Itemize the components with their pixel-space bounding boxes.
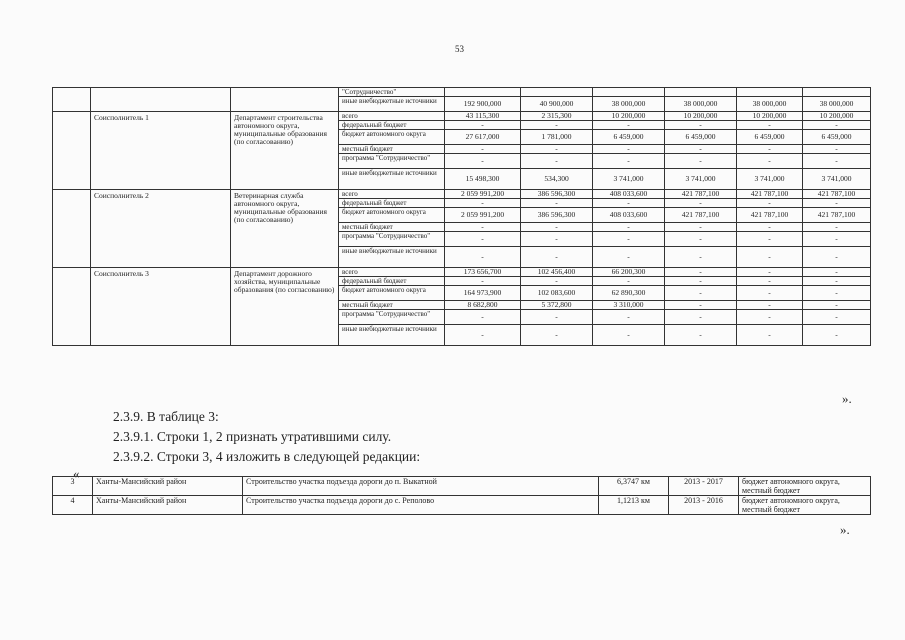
amount-cell: 43 115,300 — [445, 112, 521, 121]
num-cell — [53, 112, 91, 190]
funding-source-cell: программа "Сотрудничество" — [339, 232, 445, 247]
amount-cell: - — [521, 154, 593, 169]
amount-cell: - — [737, 325, 803, 346]
length-cell: 6,3747 км — [599, 477, 669, 496]
amount-cell: 408 033,600 — [593, 190, 665, 199]
source-cell: бюджет автономного округа, местный бюджет — [739, 496, 871, 515]
funding-source-cell: местный бюджет — [339, 145, 445, 154]
amount-cell: - — [445, 325, 521, 346]
organization-cell: Департамент дорожного хозяйства, муниципальные образования (по согласованию) — [231, 268, 339, 346]
amount-cell — [803, 88, 871, 97]
amount-cell: 27 617,000 — [445, 130, 521, 145]
funding-source-cell: всего — [339, 190, 445, 199]
amount-cell: - — [737, 310, 803, 325]
amount-cell: - — [737, 232, 803, 247]
amount-cell: 386 596,300 — [521, 190, 593, 199]
amount-cell: 421 787,100 — [737, 208, 803, 223]
amount-cell: 421 787,100 — [803, 190, 871, 199]
amount-cell: - — [593, 247, 665, 268]
amount-cell: 1 781,000 — [521, 130, 593, 145]
executor-cell: Соисполнитель 2 — [91, 190, 231, 268]
amount-cell: - — [445, 145, 521, 154]
funding-source-cell: иные внебюджетные источники — [339, 247, 445, 268]
amount-cell: - — [803, 199, 871, 208]
amount-cell: - — [665, 121, 737, 130]
amount-cell: 2 315,300 — [521, 112, 593, 121]
district-cell: Ханты-Мансийский район — [93, 496, 243, 515]
amount-cell: 10 200,000 — [803, 112, 871, 121]
amount-cell: - — [803, 121, 871, 130]
funding-source-cell: программа "Сотрудничество" — [339, 154, 445, 169]
funding-source-cell: бюджет автономного округа — [339, 208, 445, 223]
amount-cell: - — [803, 247, 871, 268]
project-cell: Строительство участка подъезда дороги до п. Выкатной — [243, 477, 599, 496]
funding-source-cell: бюджет автономного округа — [339, 130, 445, 145]
paragraph-2-3-9: 2.3.9. В таблице 3: — [113, 409, 219, 424]
amount-cell: - — [521, 145, 593, 154]
amount-cell: - — [737, 154, 803, 169]
amount-cell: 10 200,000 — [737, 112, 803, 121]
funding-source-cell: "Сотрудничество" — [339, 88, 445, 97]
amount-cell: - — [665, 277, 737, 286]
closing-quote: ». — [842, 391, 852, 406]
table-row — [53, 112, 871, 121]
funding-source-cell: всего — [339, 268, 445, 277]
funding-source-cell: федеральный бюджет — [339, 199, 445, 208]
amount-cell: 102 083,600 — [521, 286, 593, 301]
amount-cell: - — [665, 301, 737, 310]
row-number: 4 — [53, 496, 93, 515]
source-cell: бюджет автономного округа, местный бюджет — [739, 477, 871, 496]
length-cell: 1,1213 км — [599, 496, 669, 515]
funding-source-cell: иные внебюджетные источники — [339, 325, 445, 346]
amount-cell: 192 900,000 — [445, 97, 521, 112]
amount-cell: - — [445, 121, 521, 130]
executor-cell: Соисполнитель 3 — [91, 268, 231, 346]
organization-cell: Департамент строительства автономного округа, муниципальные образования (по согласованию) — [231, 112, 339, 190]
amount-cell: 3 741,000 — [803, 169, 871, 190]
amount-cell: - — [737, 301, 803, 310]
amount-cell: 3 741,000 — [665, 169, 737, 190]
amount-cell: 408 033,600 — [593, 208, 665, 223]
amount-cell: 173 656,700 — [445, 268, 521, 277]
num-cell — [53, 268, 91, 346]
amount-cell: 421 787,100 — [803, 208, 871, 223]
num-cell — [53, 88, 91, 112]
amount-cell: - — [593, 154, 665, 169]
amount-cell: 6 459,000 — [665, 130, 737, 145]
amount-cell: 5 372,800 — [521, 301, 593, 310]
amount-cell: 62 890,300 — [593, 286, 665, 301]
amount-cell — [737, 88, 803, 97]
amount-cell: 102 456,400 — [521, 268, 593, 277]
period-cell: 2013 - 2017 — [669, 477, 739, 496]
amount-cell: 6 459,000 — [737, 130, 803, 145]
funding-source-cell: бюджет автономного округа — [339, 286, 445, 301]
amount-cell: 38 000,000 — [665, 97, 737, 112]
amount-cell: - — [665, 154, 737, 169]
amount-cell: 15 498,300 — [445, 169, 521, 190]
funding-source-cell: федеральный бюджет — [339, 277, 445, 286]
amount-cell: - — [521, 325, 593, 346]
amount-cell: 421 787,100 — [737, 190, 803, 199]
paragraph-2-3-9-1: 2.3.9.1. Строки 1, 2 признать утратившими силу. — [113, 429, 392, 444]
amount-cell: - — [445, 223, 521, 232]
amount-cell: 2 059 991,200 — [445, 208, 521, 223]
amount-cell: - — [665, 325, 737, 346]
amount-cell: - — [521, 232, 593, 247]
amount-cell: - — [665, 310, 737, 325]
amount-cell: - — [803, 310, 871, 325]
organization-cell: Ветеринарная служба автономного округа, муниципальные образования (по согласованию) — [231, 190, 339, 268]
amount-cell: - — [593, 199, 665, 208]
funding-source-cell: всего — [339, 112, 445, 121]
finance-table — [52, 87, 871, 346]
amount-cell: - — [803, 232, 871, 247]
amount-cell: - — [521, 310, 593, 325]
amount-cell: - — [521, 247, 593, 268]
funding-source-cell: иные внебюджетные источники — [339, 169, 445, 190]
amount-cell: - — [445, 247, 521, 268]
amount-cell: 3 741,000 — [737, 169, 803, 190]
amount-cell: - — [593, 232, 665, 247]
amount-cell: - — [593, 310, 665, 325]
amount-cell: - — [445, 154, 521, 169]
amount-cell: - — [665, 247, 737, 268]
funding-source-cell: иные внебюджетные источники — [339, 97, 445, 112]
amount-cell — [445, 88, 521, 97]
project-cell: Строительство участка подъезда дороги до с. Реполово — [243, 496, 599, 515]
amount-cell: 421 787,100 — [665, 208, 737, 223]
amount-cell — [593, 88, 665, 97]
amount-cell: 534,300 — [521, 169, 593, 190]
amount-cell: 3 741,000 — [593, 169, 665, 190]
amount-cell: 6 459,000 — [593, 130, 665, 145]
amount-cell: 3 310,000 — [593, 301, 665, 310]
amount-cell: - — [737, 268, 803, 277]
amount-cell: - — [521, 223, 593, 232]
amount-cell: 38 000,000 — [737, 97, 803, 112]
roads-table — [52, 476, 871, 515]
amount-cell: - — [665, 145, 737, 154]
amount-cell: 10 200,000 — [665, 112, 737, 121]
amount-cell — [665, 88, 737, 97]
executor-cell — [91, 88, 231, 112]
funding-source-cell: местный бюджет — [339, 301, 445, 310]
row-number: 3 — [53, 477, 93, 496]
amount-cell: 10 200,000 — [593, 112, 665, 121]
amount-cell: - — [803, 145, 871, 154]
amount-cell: - — [737, 247, 803, 268]
amount-cell: - — [445, 199, 521, 208]
paragraph-2-3-9-2: 2.3.9.2. Строки 3, 4 изложить в следующей редакции: — [113, 449, 421, 464]
amount-cell: - — [803, 268, 871, 277]
amount-cell: - — [803, 223, 871, 232]
funding-source-cell: местный бюджет — [339, 223, 445, 232]
organization-cell — [231, 88, 339, 112]
funding-source-cell: программа "Сотрудничество" — [339, 310, 445, 325]
amount-cell: - — [593, 277, 665, 286]
amount-cell: - — [445, 232, 521, 247]
amount-cell: - — [737, 145, 803, 154]
amount-cell: - — [665, 268, 737, 277]
amount-cell: - — [803, 154, 871, 169]
period-cell: 2013 - 2016 — [669, 496, 739, 515]
amount-cell: - — [803, 286, 871, 301]
page-number: 53 — [455, 44, 464, 54]
closing-quote-2: ». — [840, 522, 850, 537]
amount-cell: - — [665, 223, 737, 232]
amount-cell — [521, 88, 593, 97]
opening-quote: « — [73, 466, 80, 481]
amount-cell: - — [445, 277, 521, 286]
table-row — [53, 88, 871, 97]
table-row — [53, 190, 871, 199]
amount-cell: - — [521, 277, 593, 286]
amount-cell: - — [665, 199, 737, 208]
amount-cell: - — [737, 223, 803, 232]
amount-cell: 38 000,000 — [593, 97, 665, 112]
amount-cell: 2 059 991,200 — [445, 190, 521, 199]
amount-cell: - — [593, 121, 665, 130]
table-row — [53, 477, 871, 496]
amount-cell: 386 596,300 — [521, 208, 593, 223]
district-cell: Ханты-Мансийский район — [93, 477, 243, 496]
amount-cell: - — [521, 121, 593, 130]
amount-cell: 40 900,000 — [521, 97, 593, 112]
amount-cell: - — [803, 301, 871, 310]
amount-cell: - — [665, 232, 737, 247]
amount-cell: - — [593, 223, 665, 232]
amount-cell: - — [521, 199, 593, 208]
amount-cell: - — [737, 121, 803, 130]
amount-cell: 38 000,000 — [803, 97, 871, 112]
amount-cell: 6 459,000 — [803, 130, 871, 145]
amount-cell: - — [445, 310, 521, 325]
amount-cell: - — [803, 277, 871, 286]
amount-cell: - — [803, 325, 871, 346]
amount-cell: 66 200,300 — [593, 268, 665, 277]
amount-cell: 421 787,100 — [665, 190, 737, 199]
table-row — [53, 268, 871, 277]
table-row — [53, 496, 871, 515]
amount-cell: - — [737, 277, 803, 286]
amount-cell: - — [737, 199, 803, 208]
amount-cell: 164 973,900 — [445, 286, 521, 301]
amount-cell: - — [593, 145, 665, 154]
amount-cell: - — [737, 286, 803, 301]
amount-cell: - — [593, 325, 665, 346]
num-cell — [53, 190, 91, 268]
amount-cell: 8 682,800 — [445, 301, 521, 310]
funding-source-cell: федеральный бюджет — [339, 121, 445, 130]
executor-cell: Соисполнитель 1 — [91, 112, 231, 190]
amount-cell: - — [665, 286, 737, 301]
